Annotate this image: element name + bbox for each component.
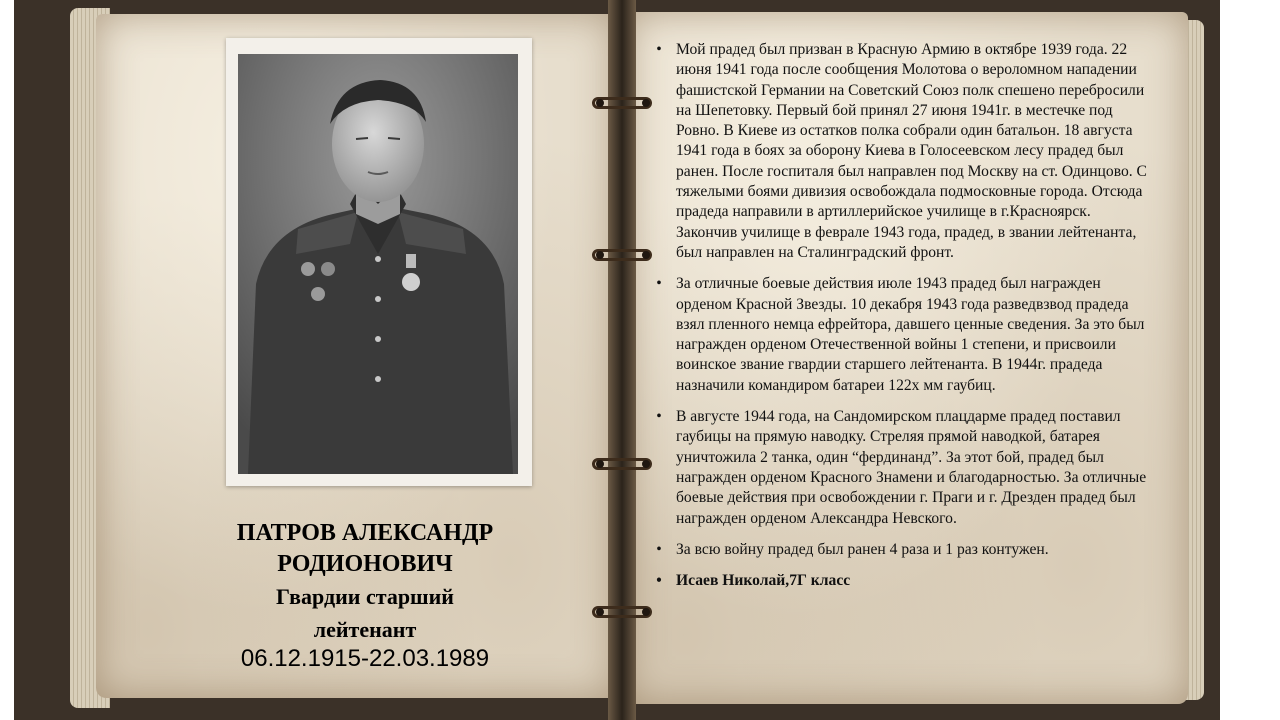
bullet-marker: •	[656, 540, 662, 558]
portrait-photo	[238, 54, 518, 474]
person-rank-line1: Гвардии старший	[276, 584, 454, 609]
binder-ring	[592, 456, 656, 472]
story-paragraph-text: За всю войну прадед был ранен 4 раза и 1 раз контужен.	[676, 540, 1049, 558]
person-rank-line2: лейтенант	[313, 617, 417, 642]
author-signature	[652, 571, 1154, 591]
binder-ring	[592, 247, 656, 263]
story-paragraph-text: В августе 1944 года, на Сандомирском плацдарме прадед поставил гаубицы на прямую наводку. Стреляя прямой наводкой, батарея уничтожила 2 танка, один “фердинанд”. За этот бой, прадед был награжден орденом Красного Знамени и благодарностью. За отличные боевые действия при освобождении г. Праги и г. Дрезден прадед был награжден орденом Александра Невского.	[676, 408, 1147, 527]
binder-ring	[592, 604, 656, 620]
story-paragraph	[652, 274, 1154, 396]
portrait-caption	[200, 518, 530, 674]
life-dates: 06.12.1915-22.03.1989	[240, 645, 490, 672]
bullet-marker: •	[656, 572, 662, 590]
story-text-column	[652, 40, 1154, 602]
person-name-line1: ПАТРОВ АЛЕКСАНДР	[236, 520, 494, 546]
story-paragraph-text: Мой прадед был призван в Красную Армию в октябре 1939 года. 22 июня 1941 года после сообщения Молотова о вероломном нападении фашистской Германии на Советский Союз полк спешено перебросили на Шепетовку. Первый бой принял 27 июня 1941г. в местечке под Ровно. В Киеве из остатков полка собрали один батальон. 18 августа 1941 года в боях за оборону Киева в Голосеевском лесу прадед был ранен. После госпиталя был направлен под Москву на ст. Одинцово. С тяжелыми боями дивизия освобождала подмосковные города. Отсюда прадеда направили в артиллерийское училище в г.Красноярск. Закончив училище в феврале 1943 года, прадед, в звании лейтенанта, был направлен на Сталинградский фронт.	[676, 41, 1147, 261]
story-paragraph	[652, 40, 1154, 263]
bullet-marker: •	[656, 275, 662, 293]
author-name: Исаев Николай,7Г класс	[676, 572, 851, 590]
bullet-marker: •	[656, 41, 662, 58]
story-paragraph-text: За отличные боевые действия июле 1943 прадед был награжден орденом Красной Звезды. 10 декабря 1943 года разведвзвод прадеда взял пленного немца ефрейтора, давшего ценные сведения. За это был награжден орденом Отечественной войны 1 степени, и присвоили воинское звание гвардии старшего лейтенанта. В 1944г. прадеда назначили командиром батареи 122х мм гаубиц.	[676, 275, 1145, 394]
story-paragraph	[652, 540, 1154, 560]
story-paragraph	[652, 407, 1154, 529]
person-name-line2: РОДИОНОВИЧ	[277, 551, 453, 577]
bullet-marker: •	[656, 408, 662, 426]
binder-ring	[592, 95, 656, 111]
portrait-photo-frame	[226, 38, 532, 486]
